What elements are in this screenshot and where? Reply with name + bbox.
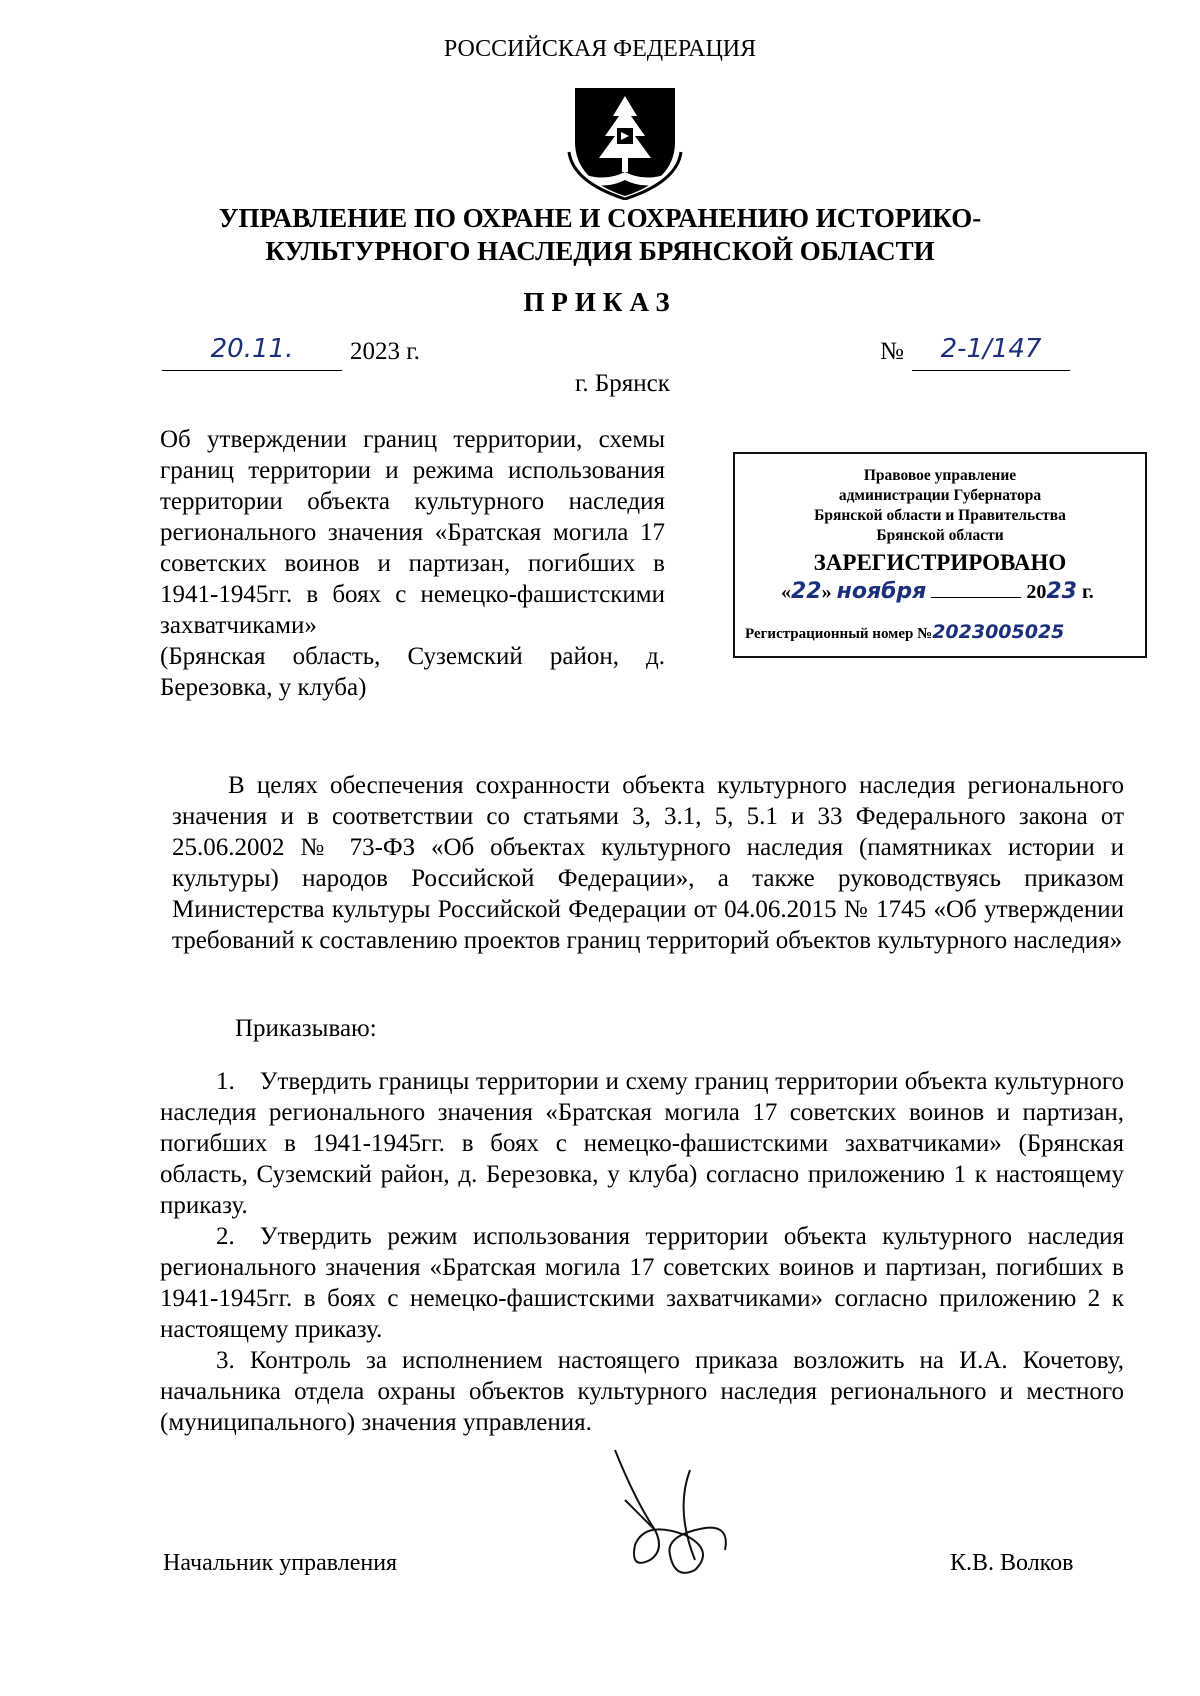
stamp-reg-number: 2023005025 xyxy=(932,621,1065,643)
coat-of-arms-icon xyxy=(565,82,685,200)
orders-block xyxy=(160,1066,1124,1438)
preamble-text: В целях обеспечения сохранности объекта культурного наследия регионального значения и в соответствии со статьями 3, 3.1, 5, 5.1 и 33 Федерального закона от 25.06.2002 № 73-ФЗ «Об объектах культурного наследия (памятниках истории и культуры) народов Российской Федерации», а также руководствуясь приказом Министерства культуры Российской Федерации от 04.06.2015 № 1745 «Об утверждении требований к составлению проектов границ территорий объектов культурного наследия» xyxy=(172,772,1124,954)
stamp-line-2: администрации Губернатора xyxy=(838,487,1042,504)
order-year: 2023 г. xyxy=(350,338,420,365)
order-number: 2-1/147 xyxy=(940,334,1042,364)
registration-stamp xyxy=(733,452,1147,658)
stamp-reg-line xyxy=(745,622,1064,644)
country-header: РОССИЙСКАЯ ФЕДЕРАЦИЯ xyxy=(443,36,757,62)
order-date: 20.11. xyxy=(210,334,294,364)
order-item-1: 1. Утвердить границы территории и схему границ территории объекта культурного наследия регионального значения «Братская могила 17 советских воинов и партизан, погибших в 1941-1945гг. в боях с немецко-фашистскими захватчиками» (Брянская область, Суземский район, д. Березовка, у клуба) согласно приложению 1 к настоящему приказу. xyxy=(160,1068,1124,1219)
order-number-field xyxy=(912,334,1070,371)
stamp-day: 22 xyxy=(791,579,822,604)
doc-type-title: ПРИКАЗ xyxy=(523,287,677,317)
preamble-block xyxy=(172,770,1124,956)
stamp-line-3: Брянской области и Правительства xyxy=(814,507,1066,524)
stamp-date-line: «22» ноября 2023 г. xyxy=(781,579,1094,604)
stamp-year-unit: г. xyxy=(1081,581,1094,603)
stamp-line-1: Правовое управление xyxy=(863,467,1017,484)
signatory-title: Начальник управления xyxy=(163,1550,398,1576)
order-item-3: 3. Контроль за исполнением настоящего приказа возложить на И.А. Кочетову, начальника отдела охраны объектов культурного наследия регионального и местного (муниципального) значения управления. xyxy=(160,1347,1124,1436)
stamp-year-suffix: 23 xyxy=(1046,579,1077,604)
handwritten-signature xyxy=(595,1440,755,1590)
order-item-2: 2. Утвердить режим использования территории объекта культурного наследия регионального значения «Братская могила 17 советских воинов и партизан, погибших в 1941-1945гг. в боях с немецко-фашистскими захватчиками» согласно приложению 2 к настоящему приказу. xyxy=(160,1223,1124,1343)
subject-text: Об утверждении границ территории, схемы границ территории и режима использования территории объекта культурного наследия регионального значения «Братская могила 17 советских воинов и партизан, погибших в 1941-1945гг. в боях с немецко-фашистскими захватчиками» xyxy=(160,426,665,639)
number-sign: № xyxy=(880,338,904,365)
stamp-registered: ЗАРЕГИСТРИРОВАНО xyxy=(813,550,1067,575)
stamp-reg-label: Регистрационный номер № xyxy=(745,626,933,642)
agency-line-2: КУЛЬТУРНОГО НАСЛЕДИЯ БРЯНСКОЙ ОБЛАСТИ xyxy=(265,236,935,266)
signatory-name: К.В. Волков xyxy=(950,1550,1074,1576)
subject-block xyxy=(160,424,665,703)
stamp-month: ноября xyxy=(836,579,927,604)
order-date-field xyxy=(162,334,342,371)
subject-location: (Брянская область, Суземский район, д. Березовка, у клуба) xyxy=(160,643,665,701)
stamp-year-prefix: 20 xyxy=(1026,581,1047,603)
agency-name xyxy=(0,202,1200,268)
stamp-line-4: Брянской области xyxy=(876,527,1004,544)
proclaim-label: Приказываю: xyxy=(235,1015,377,1042)
city: г. Брянск xyxy=(575,370,670,397)
agency-line-1: УПРАВЛЕНИЕ ПО ОХРАНЕ И СОХРАНЕНИЮ ИСТОРИКО- xyxy=(218,203,982,233)
